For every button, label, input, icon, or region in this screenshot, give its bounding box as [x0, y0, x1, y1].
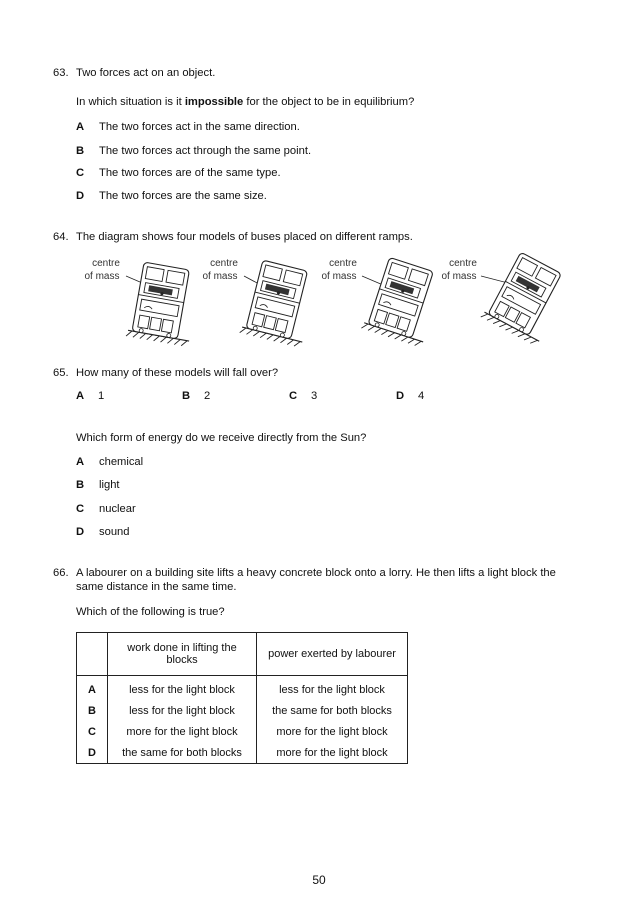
q65-number: 65.: [53, 367, 69, 379]
q63-stem: [76, 96, 414, 108]
q66-row-d-power: more for the light block: [257, 742, 408, 764]
q66-question: Which of the following is true?: [76, 606, 225, 618]
q66-row-a-work: less for the light block: [108, 676, 257, 701]
q66-row-c-power: more for the light block: [257, 721, 408, 742]
q65b-option-d-letter: D: [76, 526, 85, 538]
q66-stem-line1: A labourer on a building site lifts a heavy concrete block onto a lorry. He then lifts a light block the: [76, 567, 556, 579]
q66-header-work-line1: work done in lifting the: [127, 642, 237, 654]
q66-table: [76, 632, 408, 764]
bus-model-4: [441, 252, 572, 347]
q65-option-b-letter: B: [182, 390, 191, 402]
q65b-option-c-letter: C: [76, 503, 85, 515]
q65-stem: How many of these models will fall over?: [76, 367, 279, 379]
q66-number: 66.: [53, 567, 69, 579]
table-row: [77, 676, 408, 701]
q65b-option-d-text: sound: [99, 526, 130, 538]
page-number: 50: [312, 873, 326, 887]
bus-2-label-line1: centre: [210, 258, 238, 269]
q65-option-c-letter: C: [289, 390, 298, 402]
bus-ramps-diagram: [70, 252, 590, 357]
q65b-option-c-text: nuclear: [99, 503, 136, 515]
q65b-option-a-letter: A: [76, 456, 85, 468]
q66-row-a-power: less for the light block: [257, 676, 408, 701]
q63-stem-before: In which situation is it: [76, 96, 185, 108]
bus-3-label-line2: of mass: [321, 271, 357, 282]
q66-header-power: power exerted by labourer: [257, 633, 408, 676]
bus-1-label-line2: of mass: [84, 271, 120, 282]
q63-option-d-letter: D: [76, 190, 85, 202]
q65-option-a-text: 1: [98, 390, 105, 402]
q63-intro: Two forces act on an object.: [76, 67, 216, 79]
bus-4-label-line2: of mass: [441, 271, 477, 282]
q66-row-a-letter: A: [77, 676, 108, 701]
q66-header-work: [108, 633, 257, 676]
q65-option-c: [289, 390, 317, 402]
q66-row-b-power: the same for both blocks: [257, 700, 408, 721]
q63-number: 63.: [53, 67, 69, 79]
q65b-option-a-text: chemical: [99, 456, 144, 468]
q66-header-work-line2: blocks: [166, 654, 198, 666]
q65b-option-b-letter: B: [76, 479, 85, 491]
bus-3-label-line1: centre: [329, 258, 357, 269]
q66-row-c-work: more for the light block: [108, 721, 257, 742]
bus-model-2: [202, 258, 319, 348]
q63-option-a-text: The two forces act in the same direction.: [99, 121, 300, 133]
q66-stem-line2: same distance in the same time.: [76, 581, 237, 593]
q65-option-d-text: 4: [418, 390, 425, 402]
q64-number: 64.: [53, 231, 69, 243]
q63-stem-emphasis: impossible: [184, 96, 244, 108]
q63-option-d-text: The two forces are the same size.: [99, 190, 267, 202]
q65b-option-b-text: light: [99, 479, 120, 491]
q65-stem2: Which form of energy do we receive directly from the Sun?: [76, 432, 367, 444]
q63-stem-after: for the object to be in equilibrium?: [243, 96, 415, 108]
q65-option-a: [76, 390, 104, 402]
bus-2-label-line2: of mass: [202, 271, 238, 282]
q65-option-b: [182, 390, 210, 402]
q66-row-d-work: the same for both blocks: [108, 742, 257, 764]
bus-1-label-line1: centre: [92, 258, 120, 269]
q65-option-d: [396, 390, 424, 402]
q65-option-c-text: 3: [311, 390, 318, 402]
bus-4-label-line1: centre: [449, 258, 477, 269]
q65-option-b-text: 2: [204, 390, 211, 402]
q66-row-c-letter: C: [77, 721, 108, 742]
q66-table-header: [77, 633, 408, 676]
table-row: [77, 721, 408, 742]
q66-row-d-letter: D: [77, 742, 108, 764]
q66-row-b-work: less for the light block: [108, 700, 257, 721]
q63-option-c-letter: C: [76, 167, 85, 179]
q66-row-b-letter: B: [77, 700, 108, 721]
q63-option-a-letter: A: [76, 121, 85, 133]
q66-header-blank: [77, 633, 108, 676]
bus-model-3: [321, 256, 444, 348]
table-row: [77, 742, 408, 764]
q63-option-b-letter: B: [76, 145, 85, 157]
q63-option-b-text: The two forces act through the same point.: [99, 145, 312, 157]
q63-option-c-text: The two forces are of the same type.: [99, 167, 281, 179]
table-row: [77, 700, 408, 721]
q64-stem: The diagram shows four models of buses placed on different ramps.: [76, 231, 413, 243]
q65-option-a-letter: A: [76, 390, 85, 402]
q65-option-d-letter: D: [396, 390, 405, 402]
bus-model-1: [84, 258, 201, 347]
